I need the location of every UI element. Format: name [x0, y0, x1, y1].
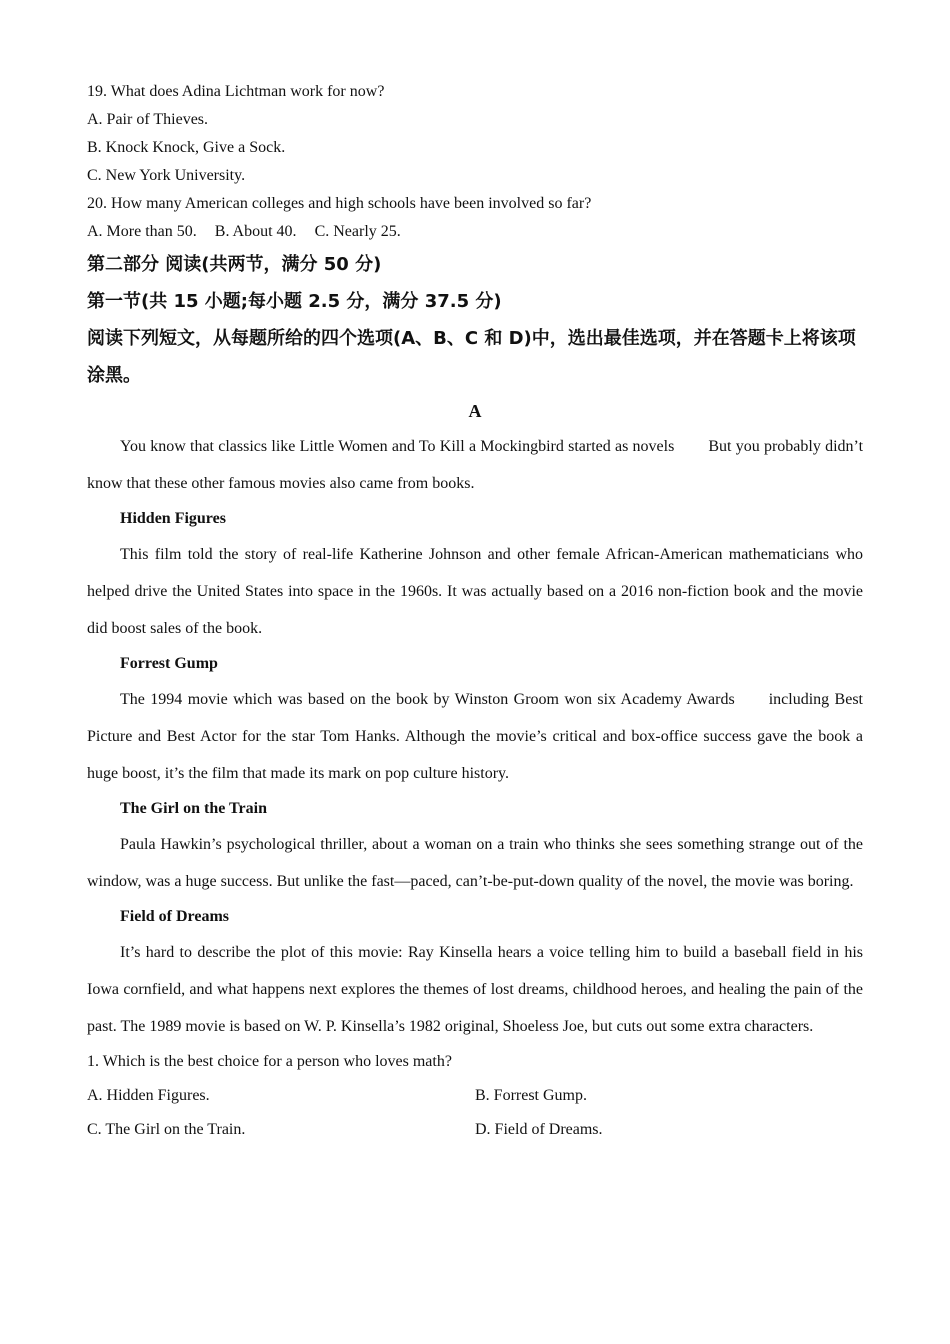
item-title-field-of-dreams: Field of Dreams	[120, 908, 230, 925]
item-text-forrest-gump-part1: The 1994 movie which was based on the book by Winston Groom won six Academy Awards	[120, 691, 735, 708]
q1-options-row-1	[87, 1079, 863, 1113]
passage-intro	[87, 428, 863, 502]
q1-options-row-2	[87, 1113, 863, 1147]
exam-page	[87, 78, 863, 1147]
item-text-girl-on-train: Paula Hawkin’s psychological thriller, about a woman on a train who thinks she sees something strange out of the window, was a huge success. But unlike the fast—paced, can’t-be-put-down quality of the novel, the movie was boring.	[87, 836, 863, 890]
item-text-forrest-gump	[87, 681, 863, 792]
q19-option-b: B. Knock Knock, Give a Sock.	[87, 139, 286, 156]
item-title-forrest-gump: Forrest Gump	[120, 655, 218, 672]
passage-intro-part2: But you probably didn’t know that these other famous movies also came from books.	[87, 438, 864, 492]
q1-option-b: B. Forrest Gump.	[475, 1087, 587, 1104]
q20-option-c: C. Nearly 25.	[314, 223, 401, 240]
section1-title: 第一节(共 15 小题;每小题 2.5 分，满分 37.5 分)	[87, 291, 502, 312]
q1-option-a: A. Hidden Figures.	[87, 1087, 210, 1104]
passage-intro-part1: You know that classics like Little Women and To Kill a Mockingbird started as novels	[120, 438, 675, 455]
q19-option-c: C. New York University.	[87, 167, 246, 184]
reading-instruction: 阅读下列短文，从每题所给的四个选项(A、B、C 和 D)中，选出最佳选项，并在答题卡上将该项涂黑。	[87, 328, 856, 386]
passage-label: A	[468, 401, 482, 421]
part2-title: 第二部分 阅读(共两节，满分 50 分)	[87, 254, 382, 275]
q1-option-d: D. Field of Dreams.	[475, 1121, 603, 1138]
item-title-girl-on-train: The Girl on the Train	[120, 800, 267, 817]
item-text-field-of-dreams: It’s hard to describe the plot of this movie: Ray Kinsella hears a voice telling him to build a baseball field in his Iowa cornfield, and what happens next explores the themes of lost dreams, childhood heroes, and healing the pain of the past. The 1989 movie is based on W. P. Kinsella’s 1982 original, Shoeless Joe, but cuts out some extra characters.	[87, 944, 863, 1035]
item-text-forrest-gump-part2: including Best Picture and Best Actor for the star Tom Hanks. Although the movie’s critical and box-office success gave the book a huge boost, it’s the film that made its mark on pop culture history.	[87, 691, 863, 782]
q1-question: 1. Which is the best choice for a person who loves math?	[87, 1053, 452, 1070]
q19-question: 19. What does Adina Lichtman work for now?	[87, 83, 385, 100]
q20-options	[87, 218, 863, 246]
q1-option-c: C. The Girl on the Train.	[87, 1121, 246, 1138]
q20-option-a: A. More than 50.	[87, 223, 197, 240]
q20-question: 20. How many American colleges and high schools have been involved so far?	[87, 195, 592, 212]
q20-option-b: B. About 40.	[214, 223, 297, 240]
item-title-hidden-figures: Hidden Figures	[120, 510, 226, 527]
q19-option-a: A. Pair of Thieves.	[87, 111, 209, 128]
item-text-hidden-figures: This film told the story of real-life Katherine Johnson and other female African-American mathematicians who helped drive the United States into space in the 1960s. It was actually based on a 2016 non-fiction book and the movie did boost sales of the book.	[87, 546, 863, 637]
